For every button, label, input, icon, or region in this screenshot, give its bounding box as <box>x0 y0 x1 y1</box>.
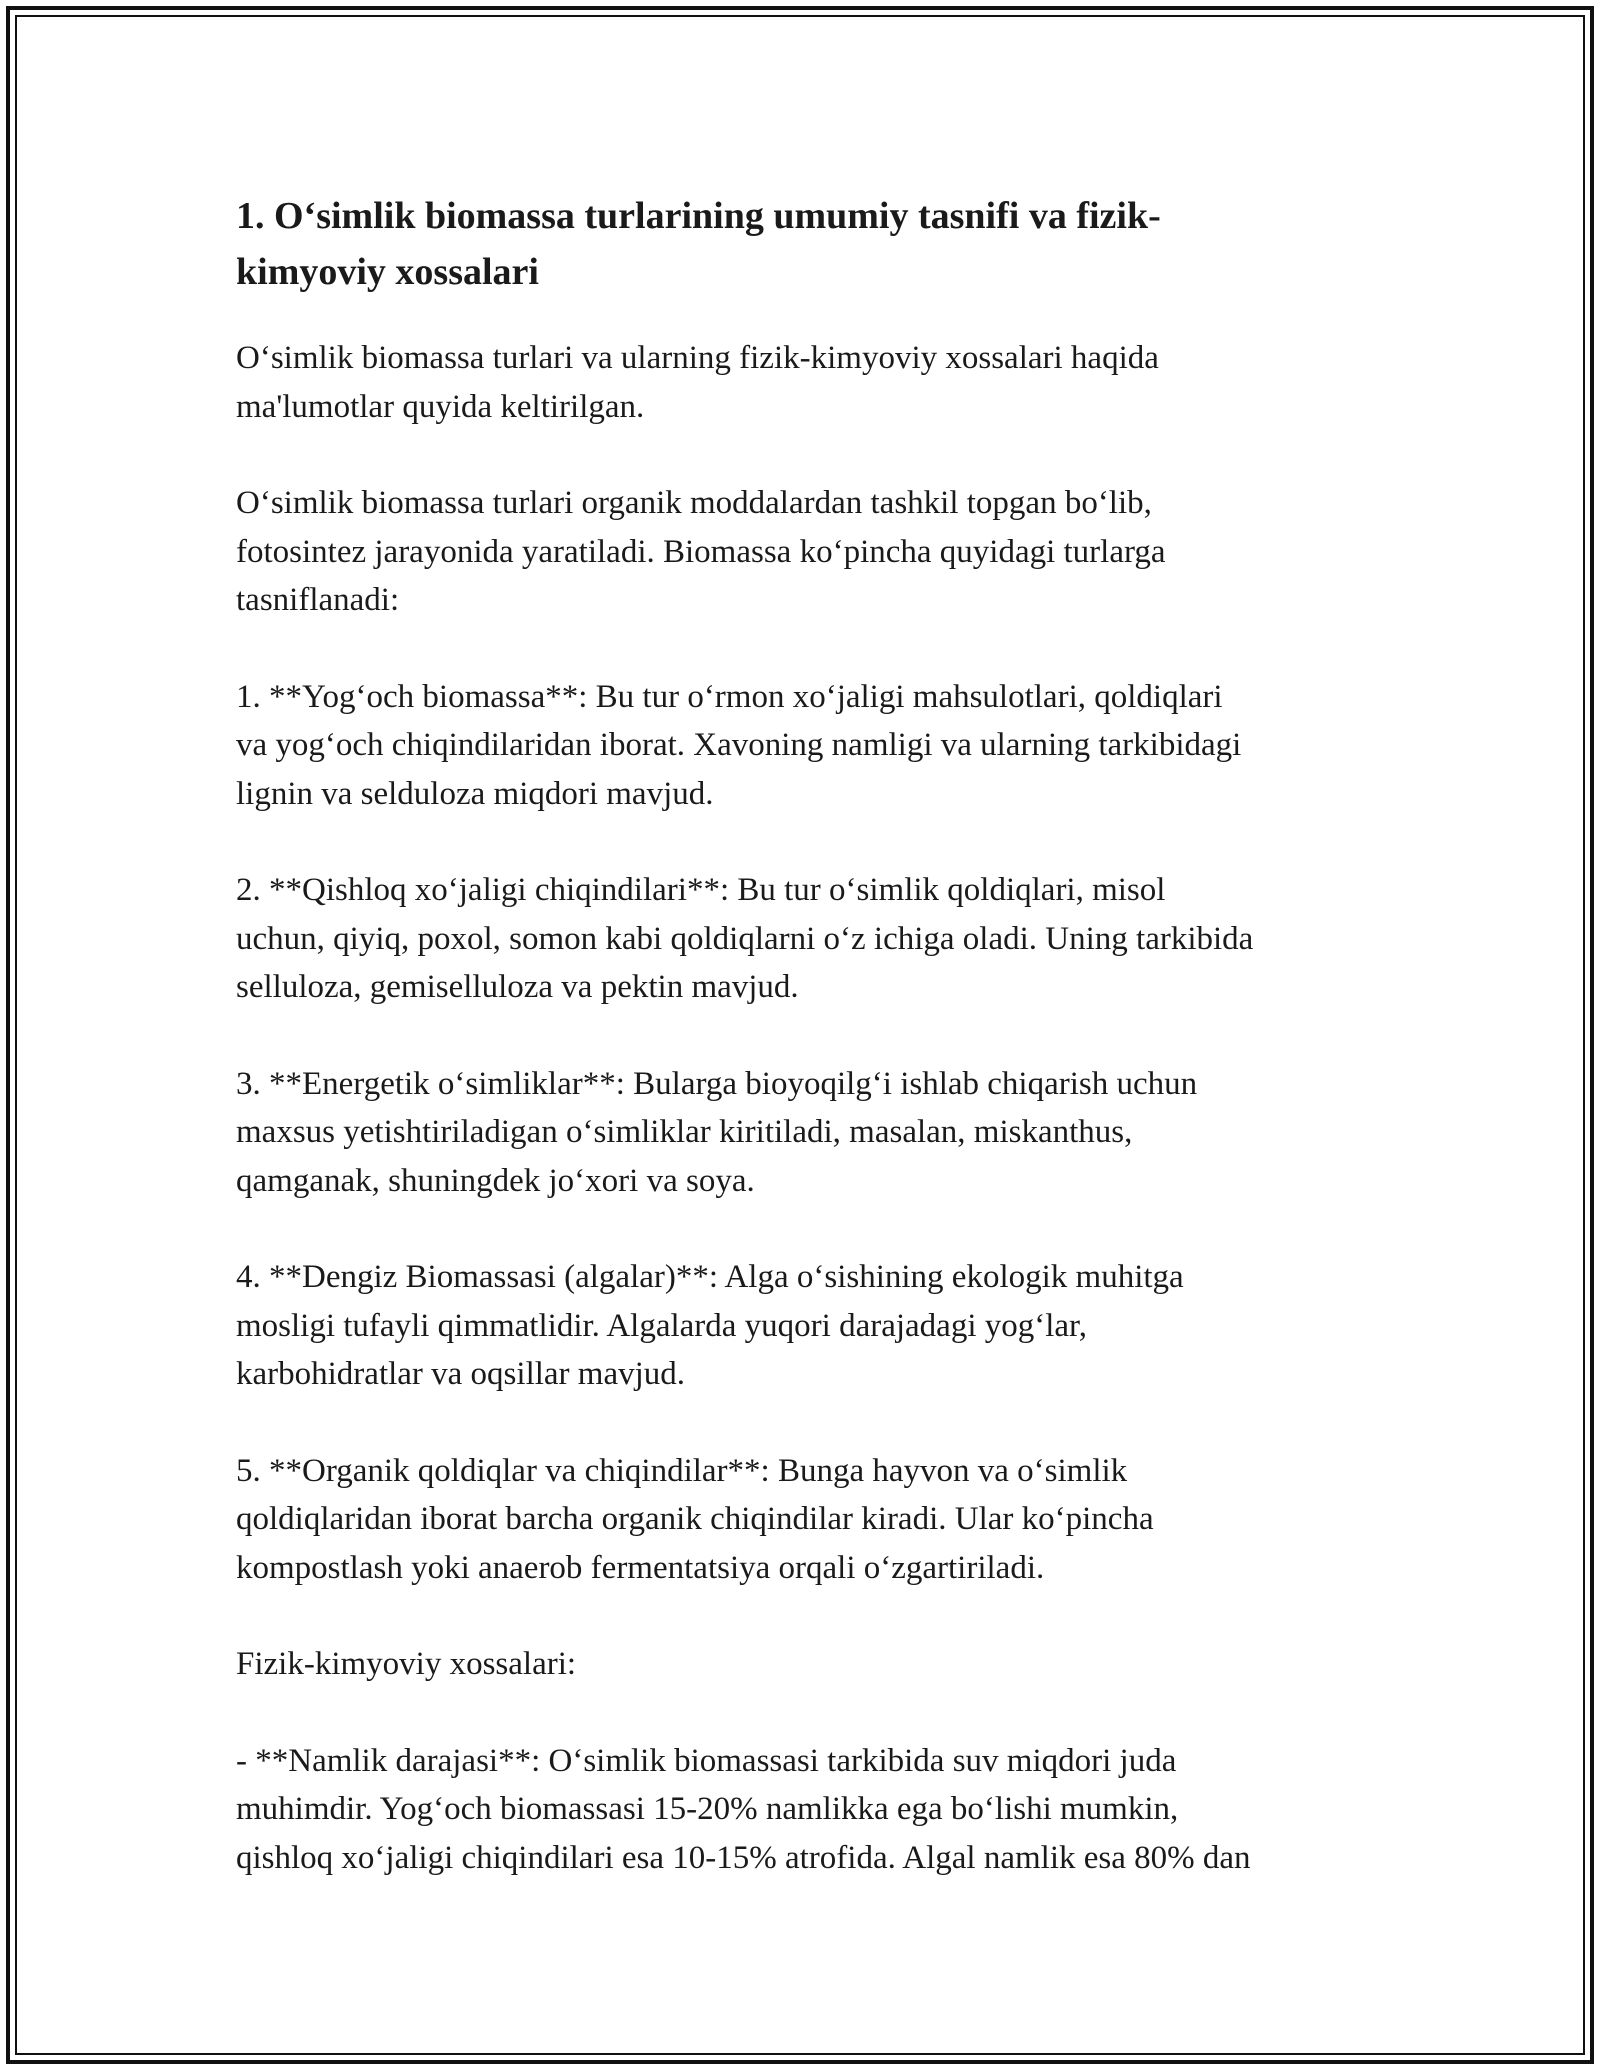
bullet-moisture-level: - **Namlik darajasi**: O‘simlik biomassasi tarkibida suv miqdori juda muhimdir. Yog‘och biomassasi 15-20% namlikka ega bo‘lishi mumkin, qishloq xo‘jaligi chiqindilari esa 10-15% atrofida. Algal namlik esa 80% dan <box>236 1742 1251 1876</box>
list-item-organic-residues: 5. **Organik qoldiqlar va chiqindilar**: Bunga hayvon va o‘simlik qoldiqlaridan iborat barcha organik chiqindilar kiradi. Ular ko‘pincha kompostlash yoki anaerob fermentatsiya orqali o‘zgartiriladi. <box>236 1452 1154 1586</box>
intro-paragraph: O‘simlik biomassa turlari va ularning fizik-kimyoviy xossalari haqida ma'lumotlar quyida keltirilgan. <box>236 340 1159 425</box>
list-item-energy-crops: 3. **Energetik o‘simliklar**: Bularga bioyoqilg‘i ishlab chiqarish uchun maxsus yetishtiriladigan o‘simliklar kiritiladi, masalan, miskanthus, qamganak, shuningdek jo‘xori va soya. <box>236 1065 1198 1199</box>
section-heading-properties: Fizik-kimyoviy xossalari: <box>236 1646 577 1682</box>
classification-paragraph: O‘simlik biomassa turlari organik moddalardan tashkil topgan bo‘lib, fotosintez jarayonida yaratiladi. Biomassa ko‘pincha quyidagi turlarga tasniflanadi: <box>236 485 1166 618</box>
document-body <box>236 188 1396 1930</box>
list-item-agricultural-waste: 2. **Qishloq xo‘jaligi chiqindilari**: Bu tur o‘simlik qoldiqlari, misol uchun, qiyiq, poxol, somon kabi qoldiqlarni o‘z ichiga oladi. Uning tarkibida selluloza, gemiselluloza va pektin mavjud. <box>236 872 1254 1005</box>
list-item-marine-biomass: 4. **Dengiz Biomassasi (algalar)**: Alga o‘sishining ekologik muhitga mosligi tufayli qimmatlidir. Algalarda yuqori darajadagi yog‘lar, karbohidratlar va oqsillar mavjud. <box>236 1259 1184 1392</box>
list-item-wood-biomass: 1. **Yog‘och biomassa**: Bu tur o‘rmon xo‘jaligi mahsulotlari, qoldiqlari va yog‘och chiqindilaridan iborat. Xavoning namligi va ularning tarkibidagi lignin va selduloza miqdori mavjud. <box>236 678 1242 812</box>
document-title: 1. O‘simlik biomassa turlarining umumiy tasnifi va fizik-kimyoviy xossalari <box>236 195 1161 293</box>
